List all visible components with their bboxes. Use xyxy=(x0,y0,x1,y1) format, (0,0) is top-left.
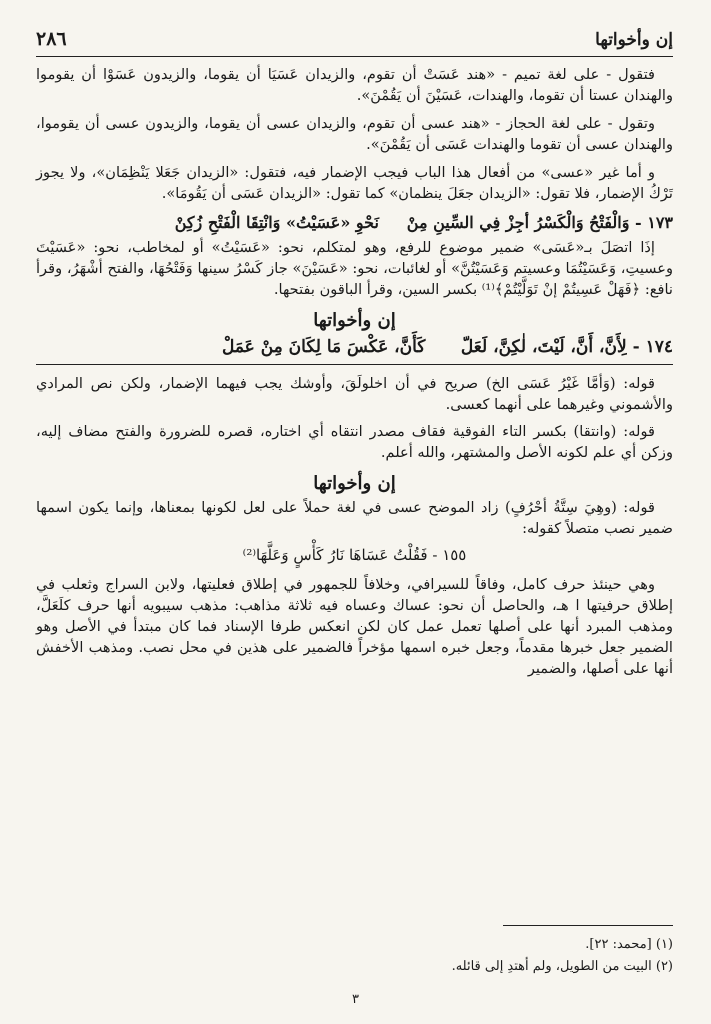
verse-174-second-half: كَأَنَّ، عَكْسَ مَا لِكَانَ مِنْ عَمَلْ xyxy=(221,337,426,357)
paragraph-verse-173-explanation: إذَا اتصَلَ بـ«عَسَى» ضمير موضوع للرفع، وهو لمتكلم، نحو: «عَسَيْتُ» أو لمخاطب، نحو: «عَسَيْتَ وعسيتِ، وَعَسَيْتُمَا وعسيتم وَعَسَيْتُنَّ» أو لغائبات، نحو: «عَسَيْنَ» جاز كَسْرُ سينها وَفَتْحُهَا، والفتح أشْهَرُ، وقرأ نافع: ﴿فَهَلْ عَسِيتُمْ إنْ تَوَلَّيْتُمْ﴾⁽¹⁾ بكسر السين، وقرأ الباقون بفتحها. xyxy=(36,239,673,298)
verse-173-second-half: نَحْوِ «عَسَيْتُ» وَانْتِقَا الْفَتْحِ زُكِنْ xyxy=(174,213,379,232)
verse-174 xyxy=(36,334,673,360)
running-title: إن وأخواتها xyxy=(595,30,673,50)
verse-173-first-half: ١٧٣ - وَالْفَتْحُ وَالْكَسْرُ أجِزْ فِي السِّينِ مِنْ xyxy=(406,213,673,232)
verse-174-first-half: ١٧٤ - لِأَنَّ، أَنَّ، لَيْتَ، لٰكِنَّ، لَعَلّ xyxy=(460,337,673,357)
paragraph-tamim: فتقول - على لغة تميم - «هند عَسَتْ أن تقوم، والزيدان عَسَيَا أن يقوما، والزيدون عَسَوْا أن يقوموا والهندان عستا أن تقوما، والهندات، عَسَيْنَ أن يَقُمْنَ». xyxy=(36,66,673,104)
footnote-1: (١) [محمد: ٢٢]. xyxy=(585,937,673,952)
footnote-2: (٢) البيت من الطويل، ولم أهتدِ إلى قائله. xyxy=(451,959,673,974)
commentary-note-4: وهي حينئذ حرف كامل، وفاقاً للسيرافي، وخلافاً للجمهور في إطلاق فعليتها، ولابن السراج وثعلب في إطلاق حرفيتها ا هـ، والحاصل أن نحو: عساك وعساه فيه ثلاثة مذاهب: مذهب سيبويه أنها حرف كلَعَلَّ، ومذهب المبرد أنها على أصلها تعمل عمل كان لكن انعكس طرفا الإسناد فما كان مبتدأ في الأصل وهو الضمير جعل خبرها مقدماً، وجعل خبره اسمها مؤخراً فالضمير على هذين في محل نصب. ومذهب الأخفش أنها على أصلها، والضمير xyxy=(36,576,673,677)
commentary-note-1: قوله: (وَأمَّا غَيْرُ عَسَى الخ) صريح في أن اخلولَقَ، وأوشك يجب فيهما الإضمار، ولكن نص المرادي والأشموني وغيرهما على أنهما كعسى. xyxy=(36,375,673,413)
footnotes xyxy=(36,934,673,978)
page-header xyxy=(36,28,673,50)
commentary-note-3: قوله: (وهِيَ سِتَّةُ أحْرُفٍ) زاد الموضح عسى في لغة حملاً على لعل لكونها بمعناها، وإنما يكون اسمها ضمير نصب متصلاً كقوله: xyxy=(36,499,673,537)
verse-155: ١٥٥ - فَقُلْتُ عَسَاهَا نَارُ كَأْسٍ وَعَلَّهَا⁽²⁾ xyxy=(242,546,467,564)
footnote-rule xyxy=(503,925,673,926)
header-rule xyxy=(36,56,673,57)
signature-mark: ٣ xyxy=(352,992,359,1007)
verse-173 xyxy=(36,211,673,235)
commentary-divider xyxy=(36,364,673,365)
page-number: ٢٨٦ xyxy=(36,28,67,50)
commentary-note-2: قوله: (وانتقا) بكسر التاء الفوقية فقاف مصدر انتقاه أي اختاره، قصره للضرورة والفتح مضاف إليه، وزكن أي علم لكونه الأصل والمشتهر، والله أعلم. xyxy=(36,423,673,461)
commentary-section-title: إن وأخواتها xyxy=(313,473,396,494)
paragraph-other-verbs: و أما غير «عسى» من أفعال هذا الباب فيجب الإضمار فيه، فتقول: «الزيدان جَعَلا يَنْظِمَان»، ولا يجوز تَرْكُ الإضمار، فلا تقول: «الزيدان جعَلَ ينظمان» كما تقول: «الزيدان عَسَى أن يَقُومَا». xyxy=(36,164,673,202)
main-text xyxy=(36,64,673,685)
paragraph-hijaz: وتقول - على لغة الحجاز - «هند عسى أن تقوم، والزيدان عسى أن يقوما، والزيدون عسى أن يقوموا، والهندان عسى أن تقوما والهندات عَسَى أن يَقُمْنَ». xyxy=(36,115,673,153)
section-title: إن وأخواتها xyxy=(313,310,396,331)
commentary xyxy=(36,373,673,679)
